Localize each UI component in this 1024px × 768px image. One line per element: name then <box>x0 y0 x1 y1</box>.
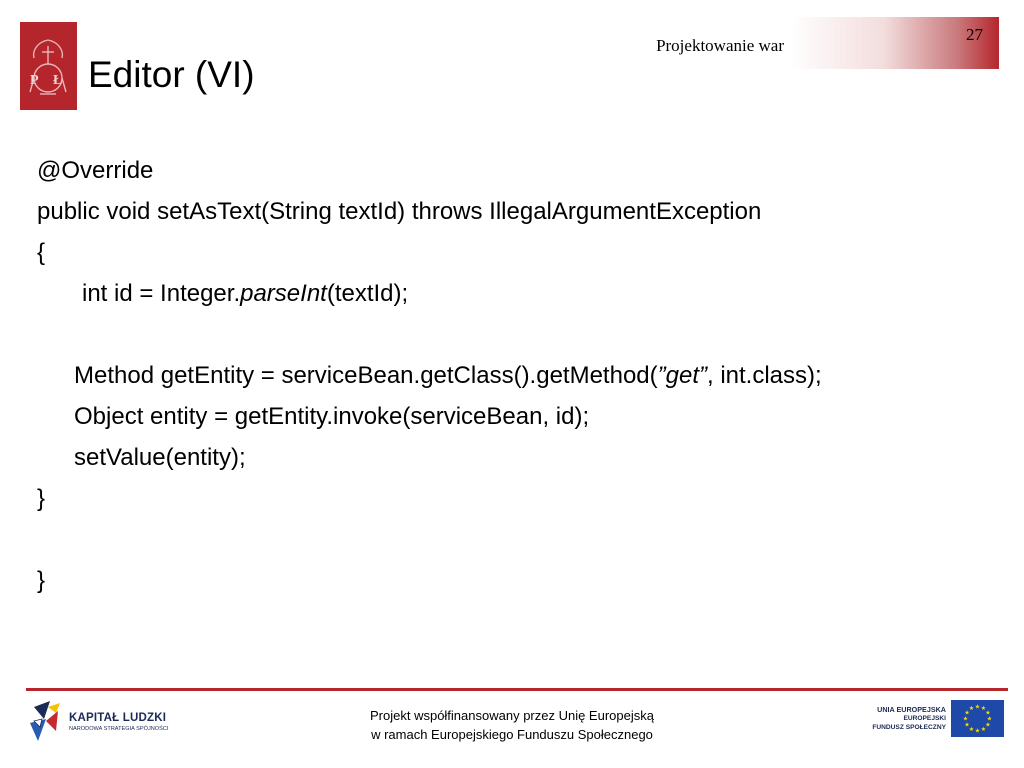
code-token: Method getEntity = serviceBean.getClass().getMethod( <box>74 362 658 389</box>
eu-star-icon: ★ <box>968 706 975 713</box>
footer-divider <box>26 688 1008 691</box>
code-token: (textId); <box>326 280 409 307</box>
code-token: @Override <box>37 157 154 184</box>
code-token: { <box>37 239 46 266</box>
code-line <box>37 355 822 396</box>
code-line <box>37 273 822 314</box>
eu-label-line-2: EUROPEJSKI <box>903 715 946 722</box>
eu-star-icon: ★ <box>974 728 981 735</box>
page-number: 27 <box>966 25 983 44</box>
footer-line-2: w ramach Europejskiego Funduszu Społecznego <box>371 727 653 742</box>
code-line <box>37 478 822 519</box>
eu-star-icon: ★ <box>962 716 969 723</box>
code-line <box>37 396 822 437</box>
code-block <box>37 150 822 601</box>
code-token: setValue(entity); <box>74 444 246 471</box>
eu-star-icon: ★ <box>980 706 987 713</box>
code-line <box>37 437 822 478</box>
eu-star-icon: ★ <box>980 726 987 733</box>
slide-title: Editor (VI) <box>88 54 255 95</box>
eu-fund-label <box>872 705 946 732</box>
svg-text:Ł: Ł <box>53 73 63 88</box>
eu-label-line-3: FUNDUSZ SPOŁECZNY <box>872 724 946 731</box>
eu-star-icon: ★ <box>964 710 970 717</box>
code-line <box>37 191 822 232</box>
code-line <box>37 314 822 355</box>
code-italic-token: parseInt <box>240 280 327 307</box>
eu-star-icon: ★ <box>985 722 991 729</box>
kapital-ludzki-title: KAPITAŁ LUDZKI <box>69 712 167 724</box>
code-line <box>37 232 822 273</box>
code-line <box>37 150 822 191</box>
svg-text:P: P <box>30 73 39 88</box>
eu-star-icon: ★ <box>974 704 981 711</box>
code-token: } <box>37 485 46 512</box>
eu-star-icon: ★ <box>985 710 991 717</box>
code-line <box>37 560 822 601</box>
code-token: } <box>37 567 46 594</box>
eu-label-line-1: UNIA EUROPEJSKA <box>877 705 946 714</box>
code-token: Object entity = getEntity.invoke(serviceBean, id); <box>74 403 590 430</box>
code-line <box>37 519 822 560</box>
eu-flag-icon <box>951 700 1004 737</box>
kapital-ludzki-subtitle: NARODOWA STRATEGIA SPÓJNOŚCI <box>69 726 169 732</box>
university-crest-logo <box>20 22 77 110</box>
code-token: public void setAsText(String textId) throws IllegalArgumentException <box>37 198 762 225</box>
slide-subtitle: Projektowanie war <box>656 36 784 55</box>
eu-star-icon: ★ <box>986 716 993 723</box>
footer-funding-text <box>312 706 712 744</box>
eu-star-icon: ★ <box>968 726 975 733</box>
footer-line-1: Projekt współfinansowany przez Unię Europejską <box>370 708 654 723</box>
code-token: , int.class); <box>707 362 822 389</box>
code-token: int id = Integer. <box>82 280 241 307</box>
code-italic-token: ”get” <box>657 362 707 389</box>
eu-star-icon: ★ <box>964 722 970 729</box>
